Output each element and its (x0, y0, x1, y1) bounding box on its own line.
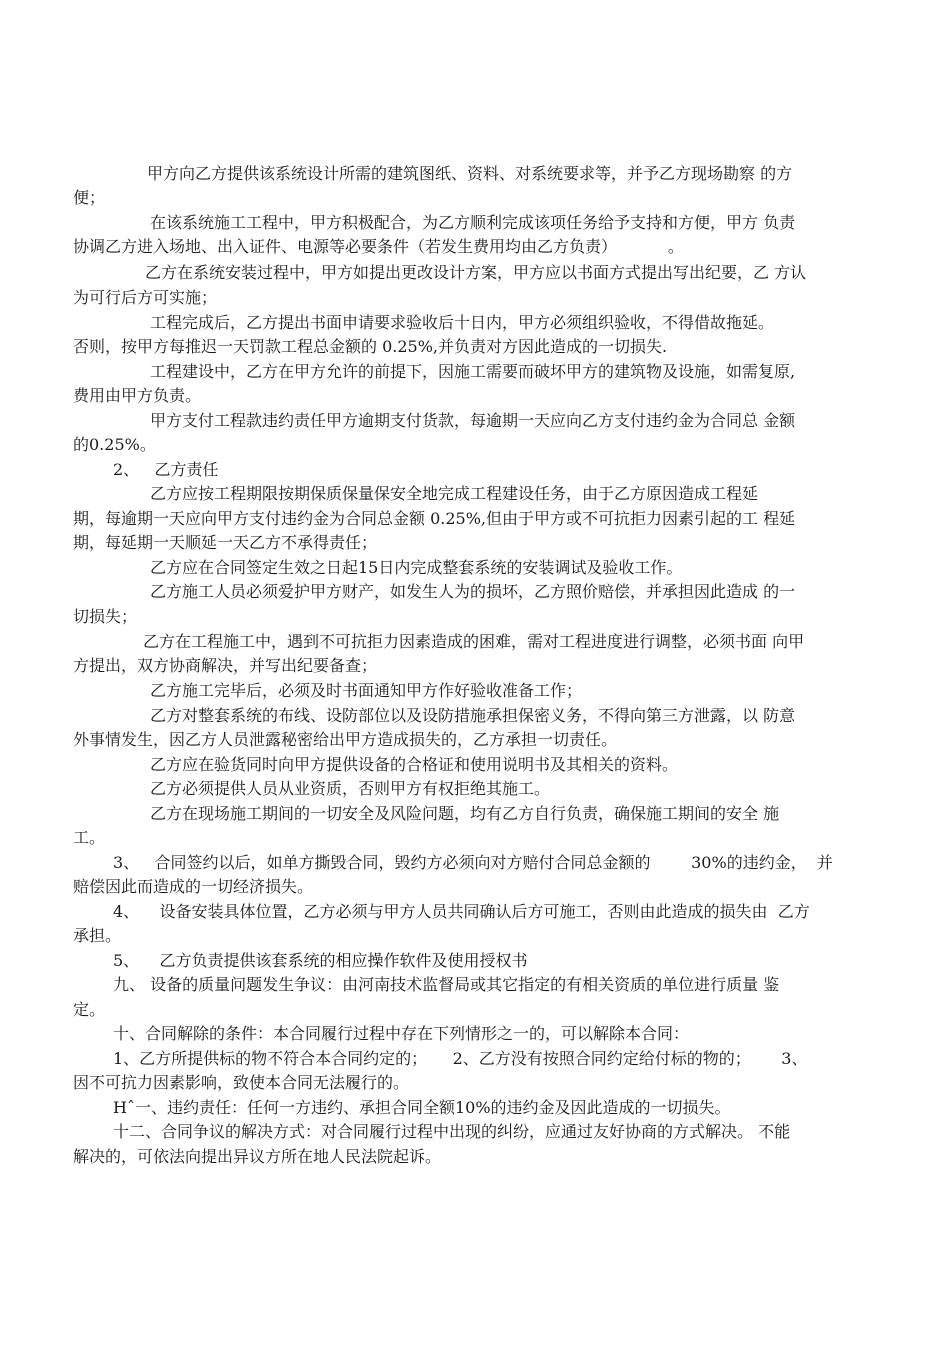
section-heading: Hˆ一、违约责任：任何一方违约、承担合同全额10%的违约金及因此造成的一切损失。 (113, 1098, 731, 1117)
text-line: 外事情发生，因乙方人员泄露秘密给出甲方造成损失的，乙方承担一切责任。 (73, 730, 618, 749)
section-heading: 2、 乙方责任 (113, 460, 219, 479)
text-line: 协调乙方进入场地、出入证件、电源等必要条件（若发生费用均由乙方负责） 。 (73, 237, 684, 256)
section-heading: 九、 设备的质量问题发生争议：由河南技术监督局或其它指定的有相关资质的单位进行质量 鉴 (113, 975, 780, 994)
section-heading: 十二、合同争议的解决方式：对合同履行过程中出现的纠纷，应通过友好协商的方式解决。 不能 (113, 1122, 791, 1141)
text-line: 乙方在现场施工期间的一切安全及风险问题，均有乙方自行负责，确保施工期间的安全 施 (150, 804, 780, 823)
text-line: 解决的，可依法向提出异议方所在地人民法院起诉。 (73, 1147, 442, 1166)
text-line: 否则，按甲方每推迟一天罚款工程总金额的 0.25%,并负责对方因此造成的一切损失. (73, 337, 668, 356)
text-line: 甲方支付工程款违约责任甲方逾期支付货款，每逾期一天应向乙方支付违约金为合同总 金额 (150, 411, 796, 430)
text-line: 乙方对整套系统的布线、设防部位以及设防措施承担保密义务，不得向第三方泄露，以 防意 (150, 706, 796, 725)
text-line: 乙方在工程施工中，遇到不可抗拒力因素造成的困难，需对工程进度进行调整，必须书面 向甲 (143, 632, 805, 651)
text-line: 工。 (73, 828, 106, 847)
text-line: 的0.25%。 (73, 435, 156, 454)
text-line: 定。 (73, 1000, 106, 1019)
text-line: 费用由甲方负责。 (73, 386, 202, 405)
text-line: 乙方应按工程期限按期保质保量保安全地完成工程建设任务，由于乙方原因造成工程延 (150, 484, 759, 503)
text-line: 1、乙方所提供标的物不符合本合同约定的； 2、乙方没有按照合同约定给付标的物的； 3、 (113, 1049, 808, 1068)
text-line: 期，每延期一天顺延一天乙方不承得责任； (73, 533, 378, 552)
text-line: 乙方施工人员必须爱护甲方财产，如发生人为的损坏，乙方照价赔偿，并承担因此造成 的一 (150, 582, 796, 601)
text-line: 工程完成后，乙方提出书面申请要求验收后十日内，甲方必须组织验收，不得借故拖延。 (150, 313, 775, 332)
numbered-clause: 4、 设备安装具体位置，乙方必须与甲方人员共同确认后方可施工，否则由此造成的损失由 乙方 (113, 902, 810, 921)
text-line: 工程建设中，乙方在甲方允许的前提下，因施工需要而破坏甲方的建筑物及设施，如需复原, (150, 362, 796, 381)
text-line: 乙方应在合同签定生效之日起15日内完成整套系统的安装调试及验收工作。 (150, 558, 683, 577)
text-line: 赔偿因此而造成的一切经济损失。 (73, 877, 314, 896)
text-line: 在该系统施工工程中，甲方积极配合，为乙方顺利完成该项任务给予支持和方便，甲方 负责 (150, 213, 796, 232)
text-line: 便； (73, 188, 106, 207)
text-line: 承担。 (73, 926, 122, 945)
numbered-clause: 3、 合同签约以后，如单方撕毁合同，毁约方必须向对方赔付合同总金额的 30%的违约金， 并 (113, 853, 833, 872)
text-line: 乙方必须提供人员从业资质，否则甲方有权拒绝其施工。 (150, 779, 551, 798)
text-line: 乙方在系统安装过程中，甲方如提出更改设计方案，甲方应以书面方式提出写出纪要，乙 方认 (145, 263, 807, 282)
text-line: 切损失； (73, 607, 138, 626)
text-line: 乙方施工完毕后，必须及时书面通知甲方作好验收准备工作； (150, 681, 583, 700)
text-line: 方提出，双方协商解决，并写出纪要备查； (73, 656, 378, 675)
text-line: 因不可抗力因素影响，致使本合同无法履行的。 (73, 1073, 410, 1092)
section-heading: 十、合同解除的条件：本合同履行过程中存在下列情形之一的，可以解除本合同： (113, 1024, 690, 1043)
text-line: 期，每逾期一天应向甲方支付违约金为合同总金额 0.25%,但由于甲方或不可抗拒力因素引起的工 程延 (73, 509, 796, 528)
text-line: 乙方应在验货同时向甲方提供设备的合格证和使用说明书及其相关的资料。 (150, 755, 679, 774)
text-line: 甲方向乙方提供该系统设计所需的建筑图纸、资料、对系统要求等，并予乙方现场勘察 的方 (147, 164, 793, 183)
text-line: 为可行后方可实施； (73, 288, 218, 307)
numbered-clause: 5、 乙方负责提供该套系统的相应操作软件及使用授权书 (113, 951, 528, 970)
